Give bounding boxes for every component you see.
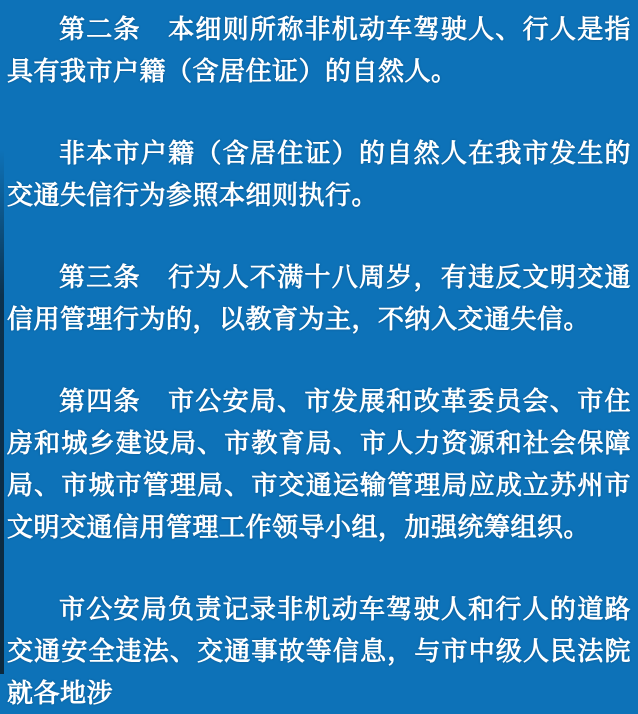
paragraph-article-3: 第三条 行为人不满十八周岁，有违反文明交通信用管理行为的，以教育为主，不纳入交通失信。 bbox=[7, 262, 631, 334]
paragraph-article-4: 第四条 市公安局、市发展和改革委员会、市住房和城乡建设局、市教育局、市人力资源和社会保障局、市城市管理局、市交通运输管理局应成立苏州市文明交通信用管理工作领导小组，加强统筹组织。 bbox=[7, 386, 631, 542]
paragraph-article-2-nonresident: 非本市户籍（含居住证）的自然人在我市发生的交通失信行为参照本细则执行。 bbox=[7, 138, 631, 210]
left-edge-shadow-artifact bbox=[0, 150, 4, 674]
paragraph-psb-records-clipped: 市公安局负责记录非机动车驾驶人和行人的道路交通安全违法、交通事故等信息，与市中级人民法院就各地涉 bbox=[7, 594, 631, 708]
paragraph-article-2: 第二条 本细则所称非机动车驾驶人、行人是指具有我市户籍（含居住证）的自然人。 bbox=[7, 14, 631, 86]
